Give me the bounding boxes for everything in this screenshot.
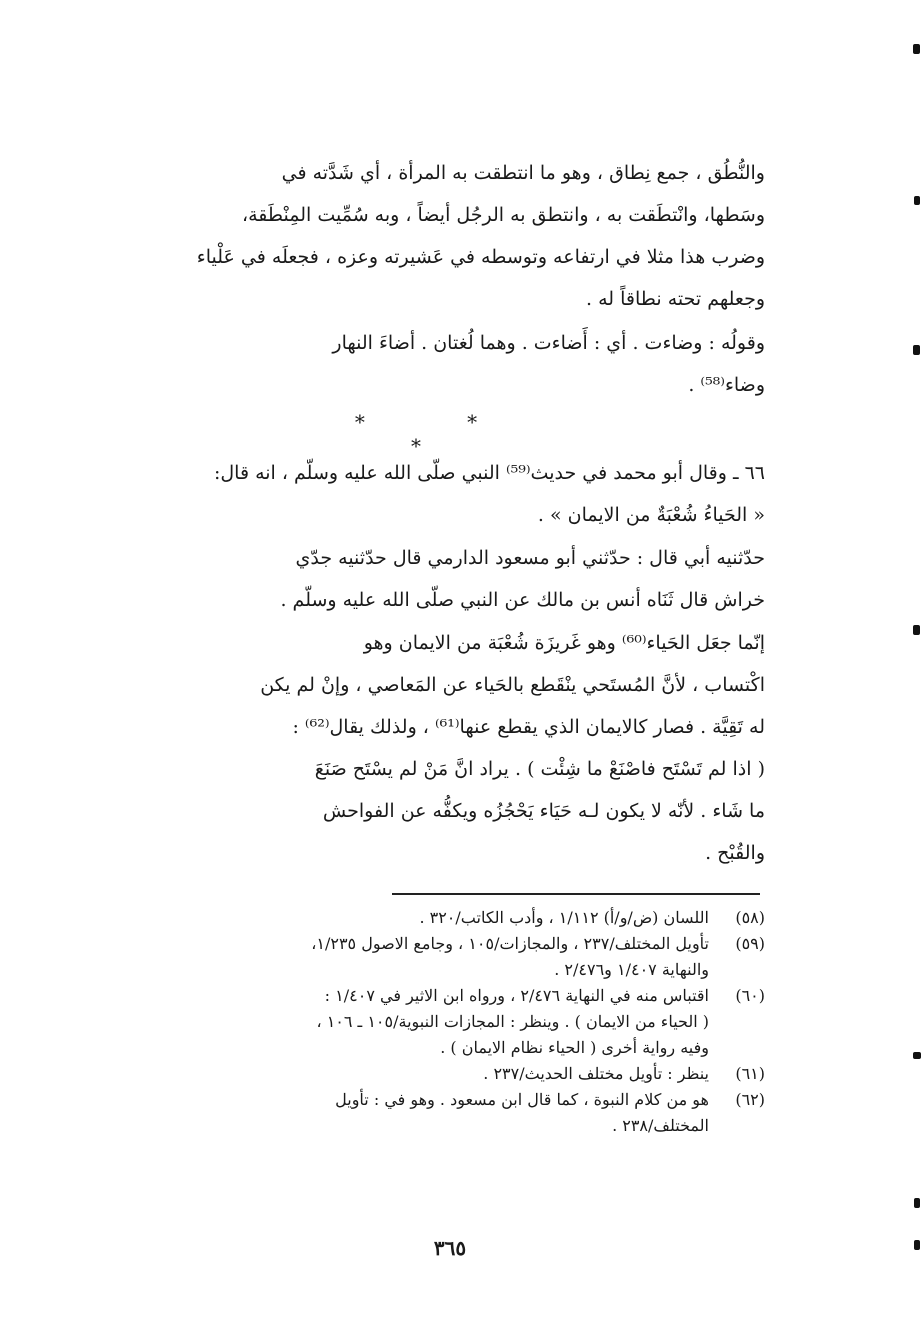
page-number: ٣٦٥: [433, 1236, 467, 1260]
text-line: ما شَاء . لأنّه لا يكون لـه حَيَاء يَحْجُزُه ويكفُّه عن الفواحش: [322, 800, 765, 822]
text-line: والنُّطُق ، جمع نِطاق ، وهو ما انتطقت به المرأة ، أي شَدَّته في: [281, 162, 765, 184]
footnote-number: (٦٠): [735, 986, 765, 1005]
text-line: « الحَياءُ شُعْبَةٌ من الايمان » .: [537, 504, 765, 526]
scan-edge-mark: [914, 1198, 920, 1208]
text-line: خراش قال ثَنَاه أنس بن مالك عن النبي صلّى الله عليه وسلّم .: [280, 589, 765, 611]
footnote-61: [100, 1061, 765, 1087]
text-line: حدّثنيه أبي قال : حدّثني أبو مسعود الدارمي قال حدّثنيه جدّي: [295, 547, 765, 569]
section-separator-stars: * * *: [354, 410, 526, 458]
footnote-58: [100, 905, 765, 931]
footnote-text: [100, 1087, 709, 1139]
footnote-line: اللسان (ض/و/أ) ١/١١٢ ، وأدب الكاتب/٣٢٠ .: [419, 908, 709, 927]
footnote-60: [100, 983, 765, 1061]
paragraph-2: [100, 322, 765, 406]
footnote-separator-rule: [392, 893, 760, 895]
footnote-line: اقتباس منه في النهاية ٢/٤٧٦ ، ورواه ابن الاثير في ١/٤٠٧ :: [324, 986, 709, 1005]
footnote-number: (٥٨): [735, 908, 765, 927]
footnote-text: [100, 931, 709, 983]
scan-edge-mark: [913, 44, 920, 54]
footnote-line: والنهاية ١/٤٠٧ و٢/٤٧٦ .: [554, 960, 709, 979]
text-line: إنّما جعَل الحَياء⁽⁶⁰⁾ وهو غَريزَة شُعْبَة من الايمان وهو: [363, 632, 765, 654]
text-line: وسَطها، وانْتطَقت به ، وانتطق به الرجُل أيضاً ، وبه سُمِّيت المِنْطَقة،: [241, 204, 765, 226]
footnote-number: (٦٢): [735, 1090, 765, 1109]
text-line: وقولُه : وضاءت . أي : أَضاءت . وهما لُغتان . أضاءَ النهار: [332, 332, 765, 354]
footnote-number: (٥٩): [735, 934, 765, 953]
scan-edge-mark: [913, 625, 920, 635]
footnote-line: المختلف/٢٣٨ .: [612, 1116, 709, 1135]
paragraph-hadith-66: [100, 452, 765, 536]
text-line: والقُبْح .: [705, 842, 765, 864]
footnote-line: ينظر : تأويل مختلف الحديث/٢٣٧ .: [483, 1064, 709, 1083]
text-line: اكْتساب ، لأنَّ المُستَحي ينْقَطع بالحَياء عن المَعاصي ، وإنْ لم يكن: [260, 674, 765, 696]
paragraph-explanation: [100, 622, 765, 874]
paragraph-1: [100, 152, 765, 320]
footnote-line: تأويل المختلف/٢٣٧ ، والمجازات/١٠٥ ، وجامع الاصول ١/٢٣٥،: [311, 934, 709, 953]
scan-edge-mark: [913, 345, 920, 355]
footnote-number: (٦١): [735, 1064, 765, 1083]
footnote-text: [100, 1061, 709, 1087]
footnote-59: [100, 931, 765, 983]
text-line: ٦٦ ـ وقال أبو محمد في حديث⁽⁵⁹⁾ النبي صلّى الله عليه وسلّم ، انه قال:: [213, 462, 765, 484]
scan-edge-mark: [914, 196, 920, 205]
scan-edge-mark: [914, 1240, 920, 1250]
footnote-text: [100, 905, 709, 931]
text-line: وضرب هذا مثلا في ارتفاعه وتوسطه في عَشيرته وعزه ، فجعلَه في عَلْياء: [196, 246, 765, 268]
scan-edge-mark: [913, 1052, 921, 1059]
footnote-line: وفيه رواية أخرى ( الحياء نظام الايمان ) .: [440, 1038, 709, 1057]
text-line: له تَقِيَّة . فصار كالايمان الذي يقطع عنها⁽⁶¹⁾ ، ولذلك يقال⁽⁶²⁾ :: [292, 716, 765, 738]
text-line: وجعلهم تحته نطاقاً له .: [586, 288, 765, 310]
footnotes: [100, 905, 765, 1139]
paragraph-isnad: [100, 537, 765, 621]
text-line: ( اذا لم تَسْتَح فاصْنَعْ ما شِئْت ) . يراد انَّ مَنْ لم يسْتَح صَنَعَ: [314, 758, 765, 780]
footnote-62: [100, 1087, 765, 1139]
footnote-line: هو من كلام النبوة ، كما قال ابن مسعود . وهو في : تأويل: [335, 1090, 709, 1109]
footnote-text: [100, 983, 709, 1061]
text-line: وضاء⁽⁵⁸⁾ .: [688, 374, 765, 396]
footnote-line: ( الحياء من الايمان ) . وينظر : المجازات النبوية/١٠٥ ـ ١٠٦ ،: [316, 1012, 709, 1031]
